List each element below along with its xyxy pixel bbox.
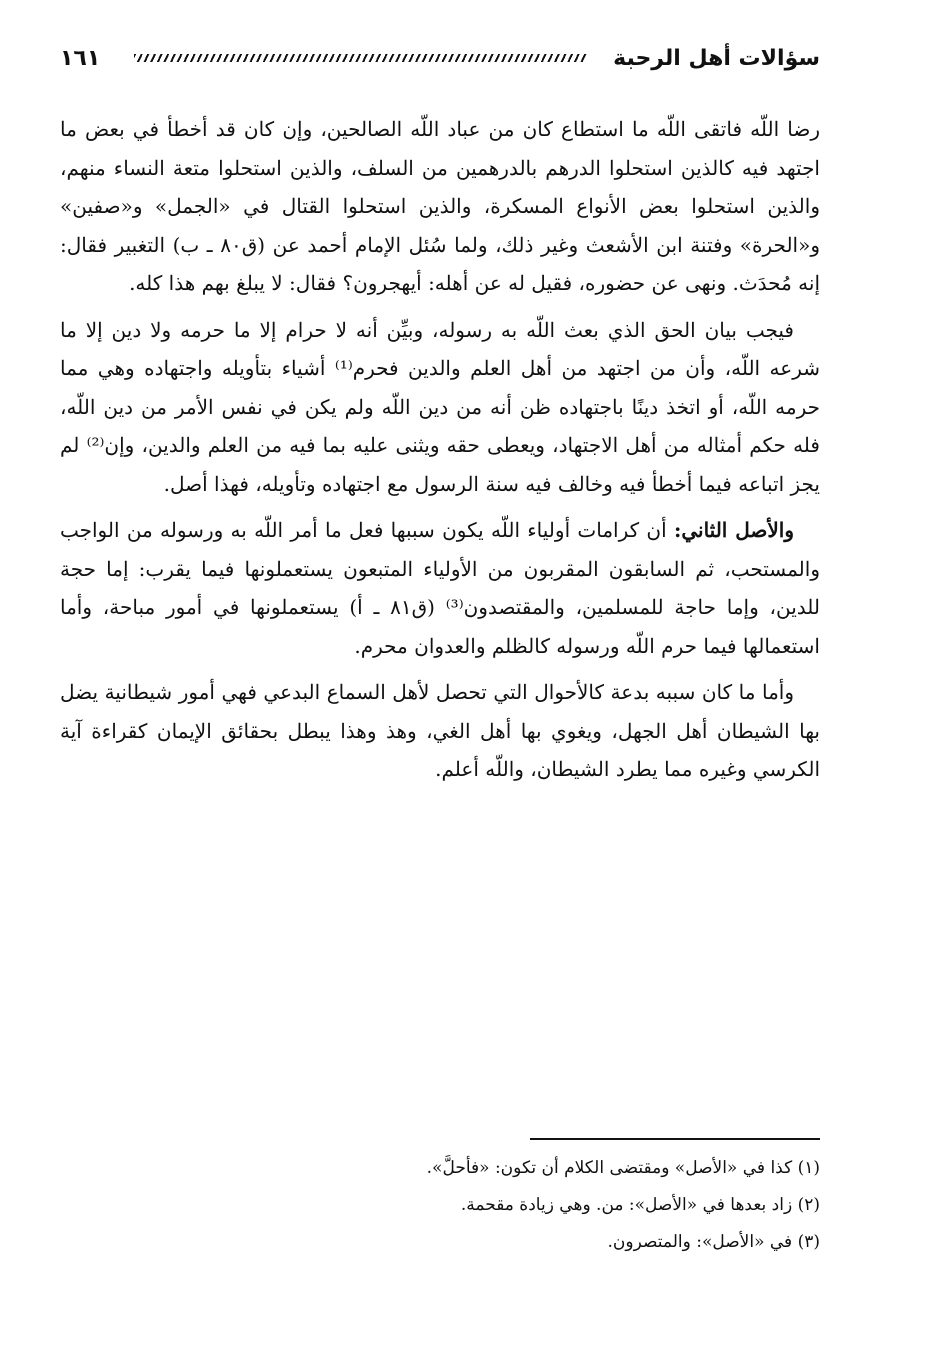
footnote-2: (٢) زاد بعدها في «الأصل»: من. وهي زيادة مقحمة. <box>460 1195 820 1215</box>
paragraph-3-text: أن كرامات أولياء اللّه يكون سببها فعل ما أمر اللّه به ورسوله من الواجب والمستحب، ثم السابقون المقربون من الأولياء المتبعون يستعملونها فيما يقرب: إما حجة للدين، وإما حاجة للمسلمين، والمقتصدون⁽³⁾ (ق٨١ ـ أ) يستعملونها في أمور مباحة، وأما استعمالها فيما حرم اللّه ورسوله كالظلم والعدوان محرم. <box>60 518 821 658</box>
running-header <box>60 38 820 78</box>
paragraph-4: وأما ما كان سببه بدعة كالأحوال التي تحصل لأهل السماع البدعي فهي أمور شيطانية يضل بها الشيطان أهل الجهل، ويغوي بها أهل الغي، وهذ وهذا يبطل بحقائق الإيمان كقراءة آية الكرسي وغيره مما يطرد الشيطان، واللّه أعلم. <box>60 680 820 781</box>
paragraph-3-lead: والأصل الثاني: <box>673 518 794 542</box>
footnote-3: (٣) في «الأصل»: والمتصرون. <box>607 1232 820 1252</box>
main-text <box>60 110 820 797</box>
footnote-separator <box>530 1138 820 1140</box>
header-title: سؤالات أهل الرحبة <box>613 45 820 71</box>
paragraph-1: رضا اللّه فاتقى اللّه ما استطاع كان من عباد اللّه الصالحين، وإن كان قد أخطأ في بعض ما اجتهد فيه كالذين استحلوا الدرهم بالدرهمين من السلف، والذين استحلوا متعة النساء منهم، والذين استحلوا بعض الأنواع المسكرة، والذين استحلوا القتال في «الجمل» و«صفين» و«الحرة» وفتنة ابن الأشعث وغير ذلك، ولما سُئل الإمام أحمد عن (ق٨٠ ـ ب) التغبير فقال: إنه مُحدَث. ونهى عن حضوره، فقيل له عن أهله: أيهجرون؟ فقال: لا يبلغ بهم هذا كله. <box>60 117 821 295</box>
page-number: ١٦١ <box>60 45 101 71</box>
paragraph-2: فيجب بيان الحق الذي بعث اللّه به رسوله، وبيِّن أنه لا حرام إلا ما حرمه ولا دين إلا ما شرعه اللّه، وأن من اجتهد من أهل العلم والدين فحرم⁽¹⁾ أشياء بتأويله واجتهاده وهي مما حرمه اللّه، أو اتخذ دينًا باجتهاده ظن أنه من دين اللّه ولم يكن في نفس الأمر من دين اللّه، فله حكم أمثاله من أهل الاجتهاد، ويعطى حقه ويثنى عليه بما فيه من العلم والدين، وإن⁽²⁾ لم يجز اتباعه فيما أخطأ فيه وخالف فيه سنة الرسول مع اجتهاده وتأويله، فهذا أصل. <box>60 317 820 496</box>
footnotes <box>60 1150 820 1261</box>
header-ornamental-rule <box>134 54 587 62</box>
paragraph-3 <box>60 511 820 665</box>
footnote-1: (١) كذا في «الأصل» ومقتضى الكلام أن تكون: «فأحلَّ». <box>426 1158 820 1178</box>
